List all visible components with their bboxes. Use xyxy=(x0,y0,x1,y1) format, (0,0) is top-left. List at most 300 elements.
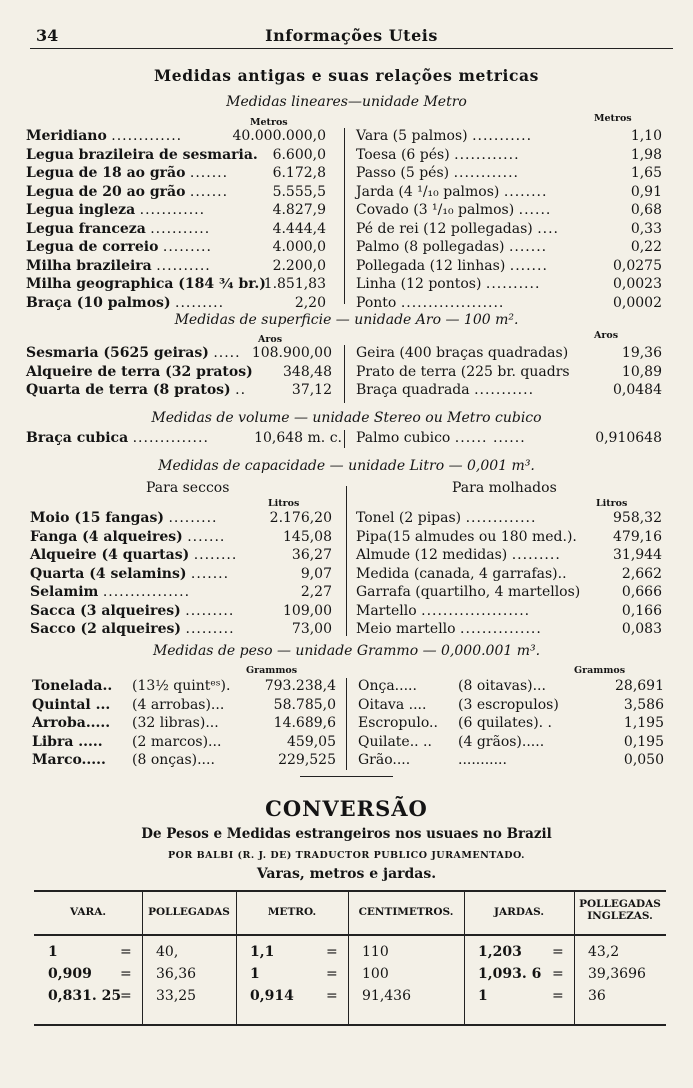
volume-right-label: Palmo cubico xyxy=(356,430,451,446)
row-value: 958,32 xyxy=(613,510,662,526)
row-value: 10,89 xyxy=(621,363,662,380)
table-row xyxy=(356,221,662,240)
capacity-divider xyxy=(346,486,347,636)
table-row xyxy=(356,239,662,258)
weight-desc: (6 quilates). . xyxy=(458,715,553,731)
linear-right-unit: Metros xyxy=(594,113,632,124)
row-label: Milha geographica (184 ¾ br.) xyxy=(26,276,266,292)
table-row xyxy=(32,697,336,716)
row-label: Covado (3 ¹/₁₀ palmos) xyxy=(356,202,515,218)
row-value: 0,083 xyxy=(621,621,662,637)
row-label: Sesmaria (5625 geiras) xyxy=(26,345,209,361)
row-label-group xyxy=(356,584,580,600)
row-value: 5.555,5 xyxy=(272,183,326,200)
weight-heading: Medidas de peso — unidade Grammo — 0,000.001 m³. xyxy=(152,643,541,659)
row-label-group xyxy=(356,345,568,361)
linear-left-unit: Metros xyxy=(250,117,288,128)
table-header-rule xyxy=(34,934,666,936)
row-dots: .... xyxy=(537,220,560,237)
row-dots: ................ xyxy=(102,584,191,600)
table-row xyxy=(26,295,326,314)
row-label: Toesa (6 pés) xyxy=(356,146,450,163)
table-row xyxy=(356,147,662,166)
row-label-group xyxy=(356,621,542,637)
row-dots: ......... xyxy=(175,294,225,311)
weight-name: Quintal ... xyxy=(32,696,111,713)
row-label-group xyxy=(356,202,551,218)
weight-right-unit: Grammos xyxy=(574,665,626,676)
row-value: 2,20 xyxy=(294,294,326,311)
row-label-group xyxy=(356,276,540,292)
row-dots: .......... xyxy=(156,257,211,274)
row-dots: ....... xyxy=(509,257,548,274)
row-value: 36,27 xyxy=(291,547,332,563)
table-header: POLLEGADAS xyxy=(148,906,230,918)
row-label-group xyxy=(356,547,561,563)
row-dots: ................... xyxy=(400,294,505,311)
table-bottom-rule xyxy=(34,1024,666,1026)
table-row xyxy=(30,547,332,566)
running-title: Informações Uteis xyxy=(265,26,438,45)
weight-value: 3,586 xyxy=(623,696,664,713)
weight-name: Tonelada.. xyxy=(32,678,113,694)
table-header: CENTIMETROS. xyxy=(358,906,454,918)
row-dots: ........... xyxy=(150,220,211,237)
row-label-group xyxy=(356,239,547,255)
row-label: Passo (5 pés) xyxy=(356,165,450,181)
weight-name: Onça..... xyxy=(358,678,417,694)
row-label: Legua de 18 ao grão xyxy=(26,165,186,181)
surface-left-table xyxy=(26,345,332,401)
row-label: Pipa(15 almudes ou 180 med.). xyxy=(356,528,577,545)
equals-sign-icon: = xyxy=(120,944,132,960)
row-label: Pollegada (12 linhas) xyxy=(356,257,506,274)
row-label-group xyxy=(356,364,570,380)
weight-name: Grão.... xyxy=(358,752,411,768)
row-value: 0,68 xyxy=(630,202,662,218)
row-value: 9,07 xyxy=(300,565,332,582)
capacity-left-unit: Litros xyxy=(268,498,300,509)
weight-value: 793.238,4 xyxy=(264,678,336,694)
row-label-group xyxy=(26,202,205,218)
table-cell: 1,1 xyxy=(250,944,275,960)
row-label: Medida (canada, 4 garrafas).. xyxy=(356,565,567,582)
row-label-group xyxy=(356,221,559,237)
row-label-group xyxy=(356,566,567,582)
table-row xyxy=(26,147,326,166)
row-label-group xyxy=(26,276,266,292)
equals-sign-icon: = xyxy=(552,944,564,960)
table-row xyxy=(30,584,332,603)
capacity-left-heading: Para seccos xyxy=(146,480,230,496)
conversion-table xyxy=(34,890,666,1030)
table-cell: 1 xyxy=(478,988,488,1004)
table-cell: 43,2 xyxy=(588,944,620,960)
conversion-title: CONVERSÃO xyxy=(265,796,428,821)
weight-value: 459,05 xyxy=(287,733,336,750)
row-label-group xyxy=(356,258,548,274)
equals-sign-icon: = xyxy=(326,944,338,960)
row-label: Braça (10 palmos) xyxy=(26,294,171,311)
row-label-group xyxy=(26,128,182,144)
row-label: Pé de rei (12 pollegadas) xyxy=(356,220,533,237)
row-label-group xyxy=(356,295,504,311)
row-value: 0,22 xyxy=(630,239,662,255)
row-label: Legua de 20 ao grão xyxy=(26,183,186,200)
row-label: Alqueire (4 quartas) xyxy=(30,547,190,563)
table-row xyxy=(356,295,662,314)
weight-name: Marco..... xyxy=(32,752,106,768)
row-dots: ............. xyxy=(465,510,537,526)
table-row xyxy=(356,276,662,295)
equals-sign-icon: = xyxy=(552,966,564,982)
row-label: Sacca (3 alqueires) xyxy=(30,602,181,619)
table-row xyxy=(358,678,664,697)
row-label: Braça quadrada xyxy=(356,382,470,398)
row-value: 0,0002 xyxy=(613,294,662,311)
table-row xyxy=(30,566,332,585)
weight-value: 14.689,6 xyxy=(273,715,336,731)
row-label-group xyxy=(356,128,532,144)
table-row xyxy=(356,584,662,603)
table-row xyxy=(32,715,336,734)
row-label: Legua brazileira de sesmaria. xyxy=(26,146,258,163)
volume-left-row xyxy=(26,430,342,449)
table-cell: 110 xyxy=(362,944,389,960)
table-cell: 91,436 xyxy=(362,988,411,1004)
row-dots: ......... xyxy=(511,547,561,563)
volume-right-dots: ...... ...... xyxy=(454,430,526,446)
capacity-right-heading: Para molhados xyxy=(452,480,557,496)
weight-value: 58.785,0 xyxy=(273,696,336,713)
volume-left-label: Braça cubica xyxy=(26,430,129,446)
row-value: 1,65 xyxy=(630,165,662,181)
table-row xyxy=(356,258,662,277)
row-label: Palmo (8 pollegadas) xyxy=(356,239,505,255)
table-row xyxy=(26,239,326,258)
row-label-group xyxy=(26,184,228,200)
row-value: 2,27 xyxy=(300,584,332,600)
row-label: Legua ingleza xyxy=(26,202,136,218)
row-label: Quarta de terra (8 pratos) xyxy=(26,382,231,398)
equals-sign-icon: = xyxy=(552,988,564,1004)
capacity-heading: Medidas de capacidade — unidade Litro — 0,001 m³. xyxy=(158,458,535,474)
row-value: 0,0023 xyxy=(613,276,662,292)
row-label: Selamim xyxy=(30,584,99,600)
weight-desc: (8 oitavas)... xyxy=(458,678,546,694)
weight-divider xyxy=(346,678,347,770)
row-value: 73,00 xyxy=(291,621,332,637)
volume-left-value: 10,648 m. c. xyxy=(254,430,342,446)
table-cell: 1 xyxy=(48,944,58,960)
weight-value: 0,195 xyxy=(623,733,664,750)
row-label-group xyxy=(356,529,577,545)
row-value: 0,0484 xyxy=(613,382,662,398)
row-label-group xyxy=(26,295,224,311)
row-label: Ponto xyxy=(356,294,397,311)
table-row xyxy=(356,364,662,383)
capacity-left-table xyxy=(30,510,332,640)
weight-name: Quilate.. .. xyxy=(358,733,432,750)
row-label: Geira (400 braças quadradas) xyxy=(356,345,569,361)
table-row xyxy=(26,382,332,401)
equals-sign-icon: = xyxy=(120,988,132,1004)
row-label-group xyxy=(26,345,241,361)
volume-right-row xyxy=(356,430,662,449)
row-label-group xyxy=(26,221,210,237)
row-value: 108.900,00 xyxy=(251,345,332,361)
linear-left-table xyxy=(26,128,326,313)
row-label-group xyxy=(30,566,229,582)
row-value: 348,48 xyxy=(283,363,332,380)
table-row xyxy=(26,202,326,221)
row-dots: ....... xyxy=(189,165,229,181)
row-dots: ......... xyxy=(162,239,212,255)
table-row xyxy=(26,276,326,295)
row-value: 4.000,0 xyxy=(272,239,326,255)
row-label: Martello xyxy=(356,602,417,619)
table-cell: 1,093. 6 xyxy=(478,966,542,982)
table-header: VARA. xyxy=(69,906,106,918)
volume-divider xyxy=(344,430,345,448)
table-row xyxy=(356,345,662,364)
row-label: Meio martello xyxy=(356,621,456,637)
row-value: 19,36 xyxy=(621,345,662,361)
table-row xyxy=(30,529,332,548)
table-top-rule xyxy=(34,890,666,892)
row-dots: ........... xyxy=(472,128,533,144)
surface-left-unit: Aros xyxy=(258,334,283,345)
row-label: Legua de correio xyxy=(26,239,159,255)
table-row xyxy=(26,258,326,277)
row-value: 2.200,0 xyxy=(272,257,326,274)
row-dots: ............ xyxy=(454,146,520,163)
row-value: 6.172,8 xyxy=(272,165,326,181)
table-header: JARDAS. xyxy=(494,906,544,918)
table-header: METRO. xyxy=(267,906,317,918)
row-dots: ............ xyxy=(139,202,206,218)
row-dots: ........... xyxy=(474,382,535,398)
row-label: Meridiano xyxy=(26,128,107,144)
weight-desc: (8 onças).... xyxy=(132,752,215,768)
row-value: 4.444,4 xyxy=(272,220,326,237)
row-label-group xyxy=(30,603,234,619)
table-row xyxy=(356,128,662,147)
row-label: Sacco (2 alqueires) xyxy=(30,621,182,637)
row-value: 479,16 xyxy=(613,528,662,545)
row-value: 0,91 xyxy=(630,183,662,200)
weight-desc: (3 escropulos) xyxy=(458,696,559,713)
row-value: 31,944 xyxy=(613,547,662,563)
weight-desc: (32 libras)... xyxy=(132,715,219,731)
table-row xyxy=(30,603,332,622)
table-row xyxy=(32,734,336,753)
row-label-group xyxy=(26,364,253,380)
row-label-group xyxy=(30,547,237,563)
table-row xyxy=(26,345,332,364)
conversion-section: Varas, metros e jardas. xyxy=(256,866,437,882)
weight-desc: (4 arrobas)... xyxy=(132,696,225,713)
row-value: 0,33 xyxy=(630,220,662,237)
volume-left-dots: .............. xyxy=(132,430,209,446)
row-label-group xyxy=(30,529,225,545)
row-dots: ........ xyxy=(193,547,238,563)
table-cell: 36 xyxy=(588,988,606,1004)
table-cell: 39,3696 xyxy=(588,966,646,982)
table-row xyxy=(358,752,664,771)
table-cell: 1 xyxy=(250,966,260,982)
row-dots: ............ xyxy=(453,165,519,181)
row-value: 37,12 xyxy=(291,382,332,398)
weight-name: Oitava .... xyxy=(358,696,427,713)
linear-right-table xyxy=(356,128,662,313)
row-label: Prato de terra (225 br. quadrs xyxy=(356,363,570,380)
row-label: Almude (12 medidas) xyxy=(356,547,508,563)
table-row xyxy=(356,566,662,585)
surface-divider xyxy=(344,345,345,403)
volume-right-value: 0,910648 xyxy=(595,430,662,446)
table-row xyxy=(358,715,664,734)
row-dots: ..... xyxy=(213,345,241,361)
table-row xyxy=(356,529,662,548)
table-row xyxy=(356,603,662,622)
row-dots: .................... xyxy=(421,602,531,619)
capacity-right-unit: Litros xyxy=(596,498,628,509)
volume-heading: Medidas de volume — unidade Stereo ou Metro cubico xyxy=(151,410,542,426)
equals-sign-icon: = xyxy=(326,988,338,1004)
row-label-group xyxy=(30,510,218,526)
weight-left-unit: Grammos xyxy=(246,665,298,676)
row-value: 4.827,9 xyxy=(272,202,326,218)
row-value: 0,166 xyxy=(621,602,662,619)
conversion-subtitle: De Pesos e Medidas estrangeiros nos usuaes no Brazil xyxy=(141,826,552,842)
linear-divider xyxy=(344,128,345,304)
row-label-group xyxy=(356,510,536,526)
table-row xyxy=(26,128,326,147)
row-dots: ............. xyxy=(111,128,183,144)
weight-desc: (13½ quintᵉˢ). xyxy=(132,678,231,694)
surface-right-unit: Aros xyxy=(594,330,619,341)
row-label-group xyxy=(356,603,530,619)
main-title: Medidas antigas e suas relações metricas xyxy=(154,66,539,85)
table-row xyxy=(356,510,662,529)
table-header: POLLEGADAS INGLEZAS. xyxy=(579,898,661,922)
capacity-right-table xyxy=(356,510,662,640)
table-row xyxy=(356,202,662,221)
surface-heading: Medidas de superficie — unidade Aro — 100 m². xyxy=(174,312,519,328)
table-cell: 33,25 xyxy=(156,988,197,1004)
table-row xyxy=(356,547,662,566)
table-cell: 0,831. 25 xyxy=(48,988,122,1004)
weight-right-table xyxy=(358,678,664,771)
row-label: Tonel (2 pipas) xyxy=(356,510,462,526)
weight-value: 28,691 xyxy=(615,678,664,694)
row-dots: .......... xyxy=(485,276,541,292)
table-cell: 40, xyxy=(156,944,179,960)
table-row xyxy=(358,734,664,753)
row-value: 1,10 xyxy=(630,128,662,144)
row-dots: ....... xyxy=(508,239,548,255)
row-value: 145,08 xyxy=(283,528,332,545)
row-label-group xyxy=(356,147,520,163)
row-dots: ......... xyxy=(185,621,235,637)
table-row xyxy=(30,621,332,640)
table-row xyxy=(356,184,662,203)
row-value: 1.851,83 xyxy=(263,276,326,292)
row-label: Legua franceza xyxy=(26,220,146,237)
row-label-group xyxy=(26,147,258,163)
weight-desc: (4 grãos)..... xyxy=(458,733,545,750)
row-dots: ....... xyxy=(190,565,230,582)
weight-desc: (2 marcos)... xyxy=(132,733,222,750)
weight-desc: ........... xyxy=(458,752,507,768)
weight-value: 229,525 xyxy=(278,752,336,768)
row-label: Jarda (4 ¹/₁₀ palmos) xyxy=(356,183,500,200)
row-dots: ........ xyxy=(503,183,548,200)
row-label: Linha (12 pontos) xyxy=(356,276,482,292)
row-label: Milha brazileira xyxy=(26,257,152,274)
table-cell: 1,203 xyxy=(478,944,522,960)
table-row xyxy=(26,184,326,203)
row-value: 0,0275 xyxy=(613,257,662,274)
table-row xyxy=(358,697,664,716)
weight-name: Arroba..... xyxy=(32,715,111,731)
page-number: 34 xyxy=(36,26,59,45)
table-row xyxy=(356,621,662,640)
row-dots: .. xyxy=(235,382,247,398)
row-label-group xyxy=(30,584,190,600)
row-label: Garrafa (quartilho, 4 martellos) xyxy=(356,584,581,600)
row-dots: ............... xyxy=(460,621,542,637)
row-label-group xyxy=(26,382,246,398)
weight-name: Escropulo.. xyxy=(358,715,438,731)
row-label: Vara (5 palmos) xyxy=(356,128,468,144)
weight-left-table xyxy=(32,678,336,771)
row-label-group xyxy=(356,184,547,200)
equals-sign-icon: = xyxy=(326,966,338,982)
table-row xyxy=(356,382,662,401)
table-row xyxy=(30,510,332,529)
table-cell: 100 xyxy=(362,966,389,982)
equals-sign-icon: = xyxy=(120,966,132,982)
row-dots: ....... xyxy=(187,528,226,545)
row-dots: ......... xyxy=(185,602,235,619)
row-label-group xyxy=(356,165,519,181)
weight-name: Libra ..... xyxy=(32,733,103,750)
table-row xyxy=(26,165,326,184)
row-value: 2.176,20 xyxy=(269,510,332,526)
row-value: 40.000.000,0 xyxy=(232,128,326,144)
table-cell: 36,36 xyxy=(156,966,197,982)
row-label-group xyxy=(356,382,534,398)
row-label-group xyxy=(26,239,212,255)
table-row xyxy=(26,221,326,240)
table-cell: 0,909 xyxy=(48,966,92,982)
page-header xyxy=(30,26,673,48)
conversion-byline: POR BALBI (R. J. DE) TRADUCTOR PUBLICO JURAMENTADO. xyxy=(167,850,525,861)
table-row xyxy=(26,364,332,383)
section-separator xyxy=(300,776,393,777)
table-row xyxy=(32,752,336,771)
table-cell: 0,914 xyxy=(250,988,294,1004)
row-value: 1,98 xyxy=(630,146,662,163)
row-label: Moio (15 fangas) xyxy=(30,510,164,526)
row-label: Fanga (4 alqueires) xyxy=(30,528,183,545)
row-label-group xyxy=(30,621,235,637)
row-label-group xyxy=(26,165,228,181)
header-rule xyxy=(30,48,673,49)
row-label-group xyxy=(26,258,211,274)
